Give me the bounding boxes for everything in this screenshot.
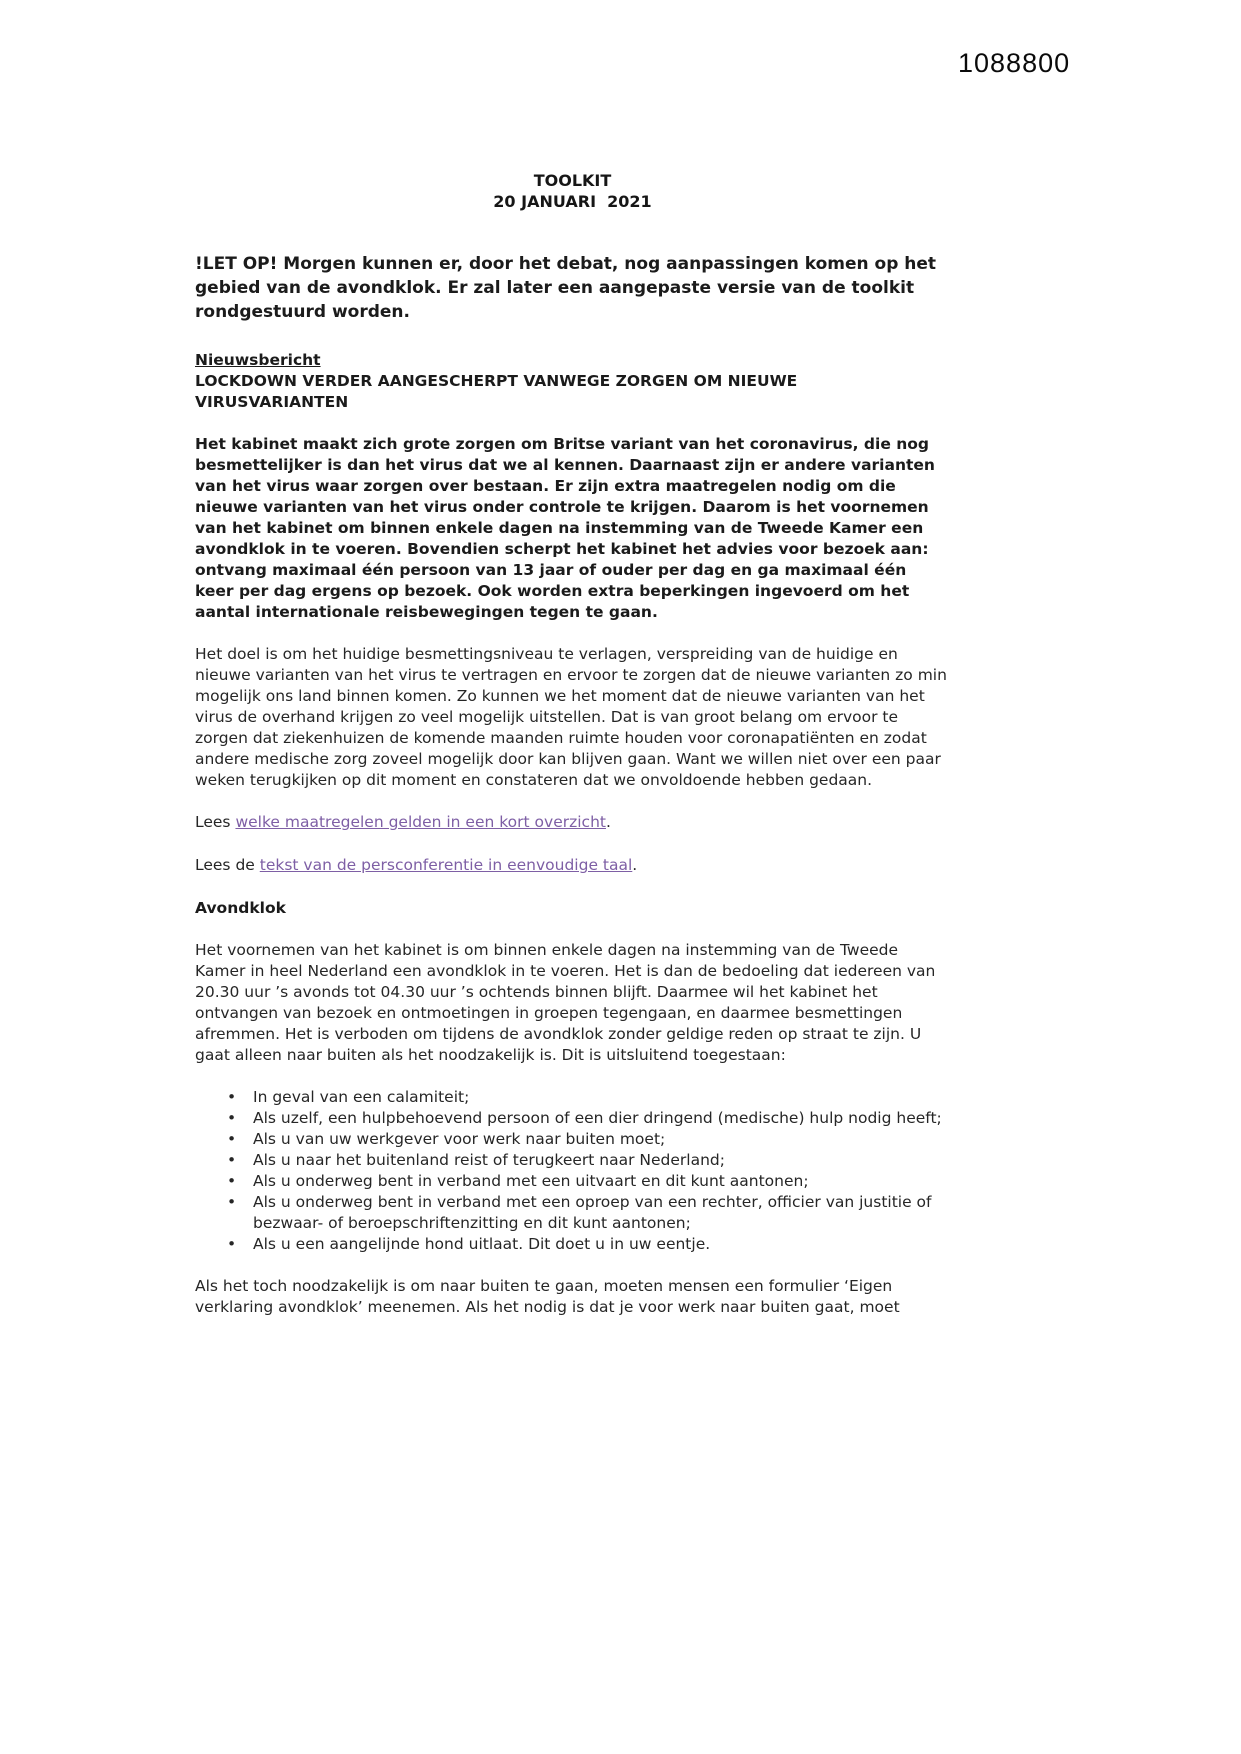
list-item: • Als uzelf, een hulpbehoevend persoon of een dier dringend (medische) hulp nodig heeft; [195,1108,950,1129]
news-label: Nieuwsbericht [195,351,321,369]
measures-overview-link[interactable]: welke maatregelen gelden in een kort overzicht [235,813,606,831]
list-item: • In geval van een calamiteit; [195,1087,950,1108]
avondklok-exceptions-list [195,1087,950,1255]
section-heading-avondklok: Avondklok [195,899,286,917]
list-item: • Als u onderweg bent in verband met een oproep van een rechter, officier van justitie of bezwaar- of beroepschriftenzitting en dit kunt aantonen; [195,1192,950,1234]
link-suffix-text: . [632,856,638,874]
link-prefix-text: Lees [195,813,236,831]
list-item: • Als u een aangelijnde hond uitlaat. Dit doet u in uw eentje. [195,1234,950,1255]
news-body-paragraph: Het doel is om het huidige besmettingsniveau te verlagen, verspreiding van de huidige en nieuwe varianten van het virus te vertragen en ervoor te zorgen dat de nieuwe varianten zo min mogelijk ons land binnen komen. Zo kunnen we het moment dat de nieuwe varianten van het virus de overhand krijgen zo veel mogelijk uitstellen. Dat is van groot belang om ervoor te zorgen dat ziekenhuizen de komende maanden ruimte houden voor coronapatiënten en zodat andere medische zorg zoveel mogelijk door kan blijven gaan. Want we willen niet over een paar weken terugkijken op dit moment en constateren dat we onvoldoende hebben gedaan. [195,645,947,789]
title-block [195,170,950,212]
link-line-press-conference [195,855,950,876]
link-prefix-text: Lees de [195,856,260,874]
news-header [195,350,950,413]
link-suffix-text: . [605,813,611,831]
press-conference-link[interactable]: tekst van de persconferentie in eenvoudige taal [259,856,633,874]
document-title: TOOLKIT [533,171,612,190]
avondklok-intro-paragraph: Het voornemen van het kabinet is om binnen enkele dagen na instemming van de Tweede Kamer in heel Nederland een avondklok in te voeren. Het is dan de bedoeling dat iedereen van 20.30 uur ’s avonds tot 04.30 uur ’s ochtends binnen blijft. Daarmee wil het kabinet het ontvangen van bezoek en ontmoetingen in groepen tegengaan, en daarmee besmettingen afremmen. Het is verboden om tijdens de avondklok zonder geldige reden op straat te zijn. U gaat alleen naar buiten als het noodzakelijk is. Dit is uitsluitend toegestaan: [195,941,936,1064]
link-line-measures-overview [195,812,950,833]
avondklok-outro-paragraph: Als het toch noodzakelijk is om naar buiten te gaan, moeten mensen een formulier ‘Eigen verklaring avondklok’ meenemen. Als het nodig is dat je voor werk naar buiten gaat, moet [195,1277,900,1316]
news-lead-paragraph: Het kabinet maakt zich grote zorgen om Britse variant van het coronavirus, die nog besmettelijker is dan het virus dat we al kennen. Daarnaast zijn er andere varianten van het virus waar zorgen over bestaan. Er zijn extra maatregelen nodig om die nieuwe varianten van het virus onder controle te krijgen. Daarom is het voornemen van het kabinet om binnen enkele dagen na instemming van de Tweede Kamer een avondklok in te voeren. Bovendien scherpt het kabinet het advies voor bezoek aan: ontvang maximaal één persoon van 13 jaar of ouder per dag en ga maximaal één keer per dag ergens op bezoek. Ook worden extra beperkingen ingevoerd om het aantal internationale reisbewegingen tegen te gaan. [195,435,935,621]
list-item: • Als u van uw werkgever voor werk naar buiten moet; [195,1129,950,1150]
list-item: • Als u naar het buitenland reist of terugkeert naar Nederland; [195,1150,950,1171]
document-date: 20 JANUARI 2021 [493,192,652,211]
document-content [195,170,950,1339]
list-item: • Als u onderweg bent in verband met een uitvaart en dit kunt aantonen; [195,1171,950,1192]
document-number: 1088800 [958,48,1071,78]
attention-notice: !LET OP! Morgen kunnen er, door het debat, nog aanpassingen komen op het gebied van de avondklok. Er zal later een aangepaste versie van de toolkit rondgestuurd worden. [195,254,937,322]
news-headline: LOCKDOWN VERDER AANGESCHERPT VANWEGE ZORGEN OM NIEUWE VIRUSVARIANTEN [195,372,798,411]
